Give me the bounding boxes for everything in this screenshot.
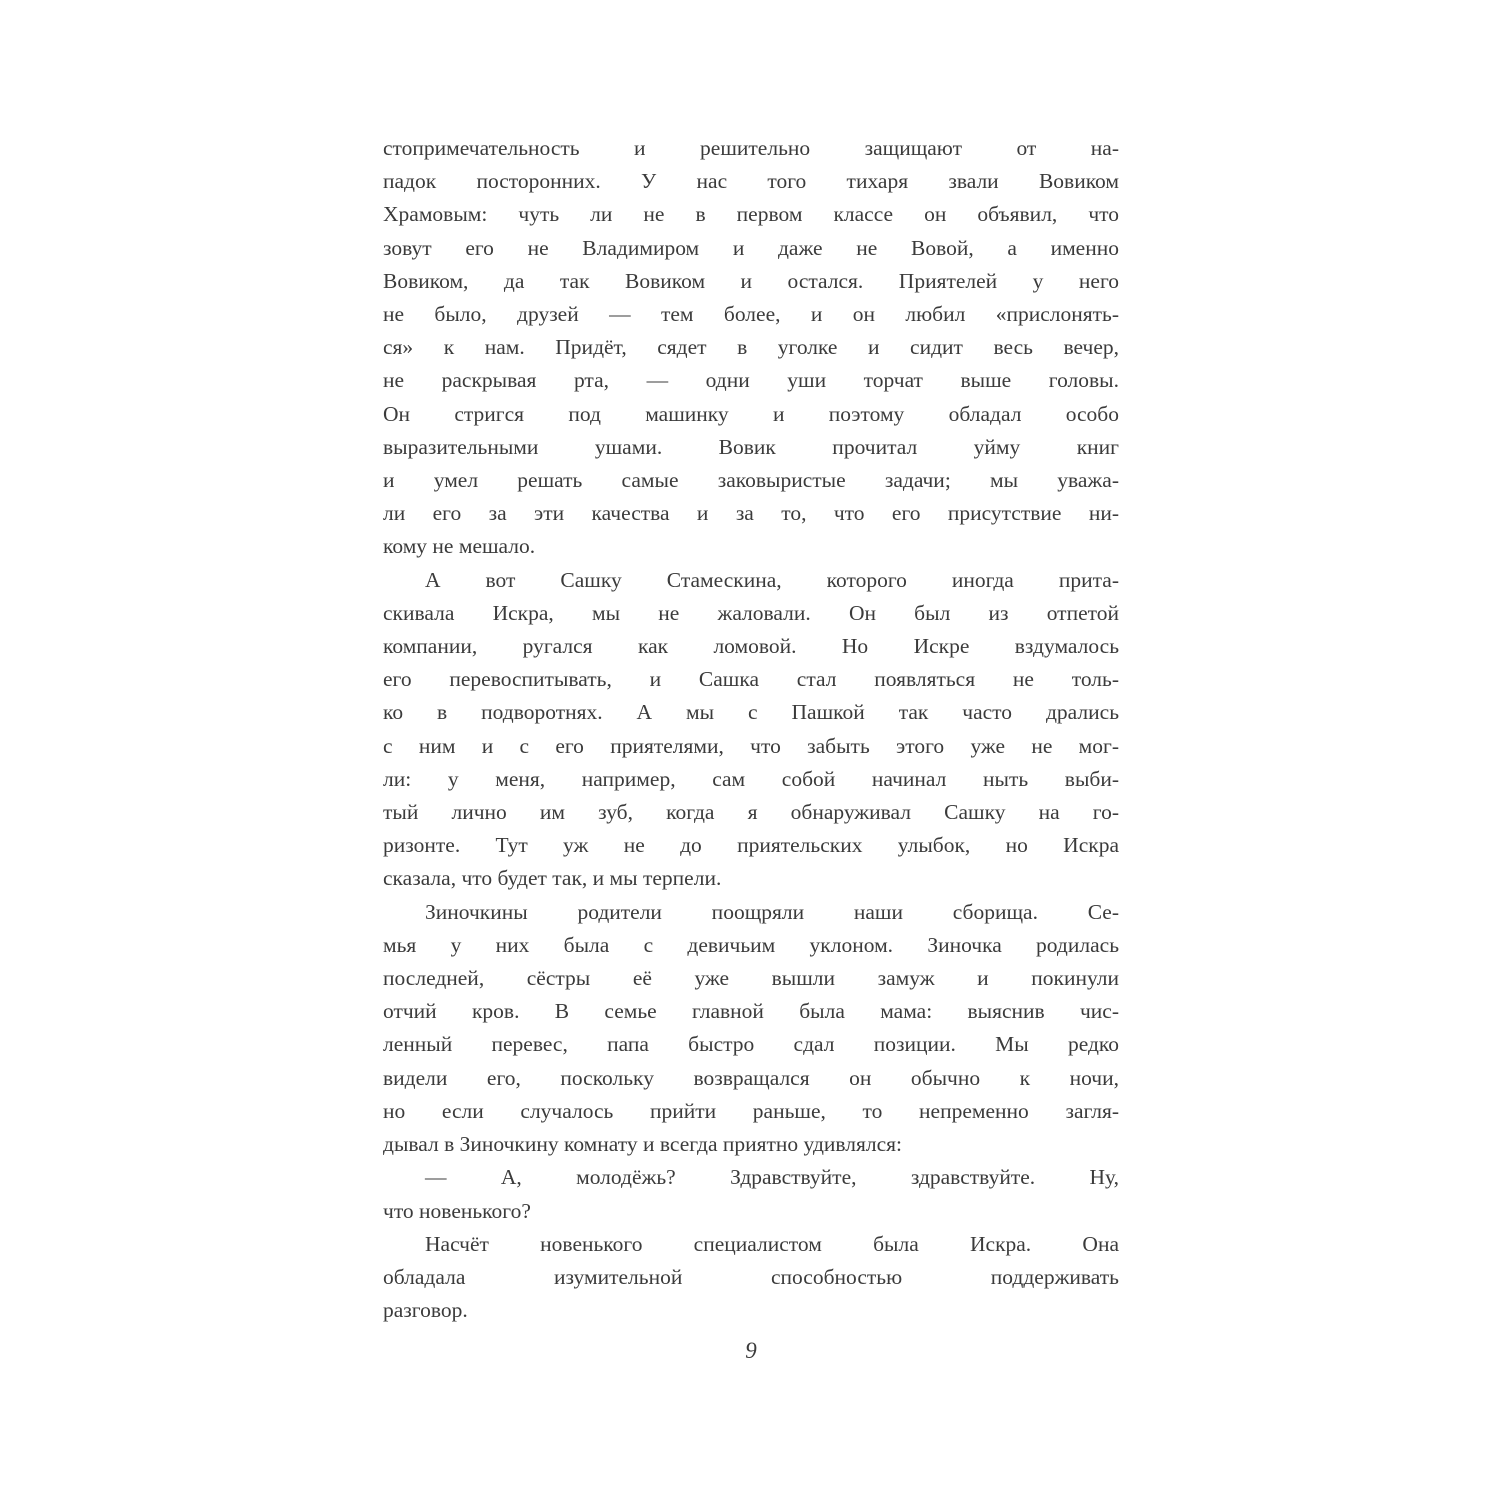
text-line: Зиночкины родители поощряли наши сборища. Се-: [425, 899, 1119, 924]
text-line: сказала, что будет так, и мы терпели.: [383, 866, 722, 891]
text-line: ли: у меня, например, сам собой начинал ныть выби-: [383, 766, 1119, 791]
text-line: выразительными ушами. Вовик прочитал уйму книг: [383, 434, 1119, 459]
text-line: ризонте. Тут уж не до приятельских улыбок, но Искра: [383, 833, 1119, 858]
text-line: не было, друзей — тем более, и он любил «прислонять-: [383, 302, 1119, 327]
text-line: А вот Сашку Стамескина, которого иногда прита-: [425, 567, 1119, 592]
text-line: скивала Искра, мы не жаловали. Он был из отпетой: [383, 600, 1119, 625]
text-line: Он стригся под машинку и поэтому обладал особо: [383, 401, 1119, 426]
text-line: Насчёт новенького специалистом была Искра. Она: [425, 1231, 1119, 1256]
text-line: и умел решать самые заковыристые задачи; мы уважа-: [383, 468, 1119, 493]
text-line: его перевоспитывать, и Сашка стал появляться не толь-: [383, 667, 1119, 692]
text-line: отчий кров. В семье главной была мама: выяснив чис-: [383, 999, 1119, 1024]
text-line: ленный перевес, папа быстро сдал позиции. Мы редко: [383, 1032, 1119, 1057]
text-line: кому не мешало.: [383, 534, 536, 559]
text-line: тый лично им зуб, когда я обнаруживал Сашку на го-: [383, 800, 1119, 825]
text-line: Вовиком, да так Вовиком и остался. Приятелей у него: [383, 268, 1119, 293]
text-line: не раскрывая рта, — одни уши торчат выше головы.: [383, 368, 1119, 393]
text-line: зовут его не Владимиром и даже не Вовой, а именно: [383, 235, 1119, 260]
text-line: ся» к нам. Придёт, сядет в уголке и сидит весь вечер,: [383, 335, 1119, 360]
text-line: Храмовым: чуть ли не в первом классе он объявил, что: [383, 202, 1119, 227]
text-line: но если случалось прийти раньше, то непременно загля-: [383, 1098, 1119, 1123]
text-line: компании, ругался как ломовой. Но Искре вздумалось: [383, 634, 1119, 659]
text-line: ли его за эти качества и за то, что его присутствие ни-: [383, 501, 1119, 526]
text-line: — А, молодёжь? Здравствуйте, здравствуйте. Ну,: [425, 1165, 1119, 1190]
text-line: разговор.: [383, 1298, 468, 1323]
text-block: [383, 132, 1119, 1327]
page-number: 9: [745, 1338, 757, 1363]
text-line: стопримечательность и решительно защищают от на-: [383, 136, 1119, 160]
text-line: последней, сёстры её уже вышли замуж и покинули: [383, 966, 1119, 991]
text-line: что новенького?: [383, 1198, 531, 1223]
text-line: мья у них была с девичьим уклоном. Зиночка родилась: [383, 932, 1119, 957]
text-line: ко в подворотнях. А мы с Пашкой так часто дрались: [383, 700, 1119, 725]
text-line: дывал в Зиночкину комнату и всегда приятно удивлялся:: [383, 1132, 903, 1157]
text-line: видели его, поскольку возвращался он обычно к ночи,: [383, 1065, 1119, 1090]
text-line: обладала изумительной способностью поддерживать: [383, 1264, 1119, 1289]
text-line: с ним и с его приятелями, что забыть этого уже не мог-: [383, 733, 1119, 758]
text-line: падок посторонних. У нас того тихаря звали Вовиком: [383, 169, 1119, 194]
